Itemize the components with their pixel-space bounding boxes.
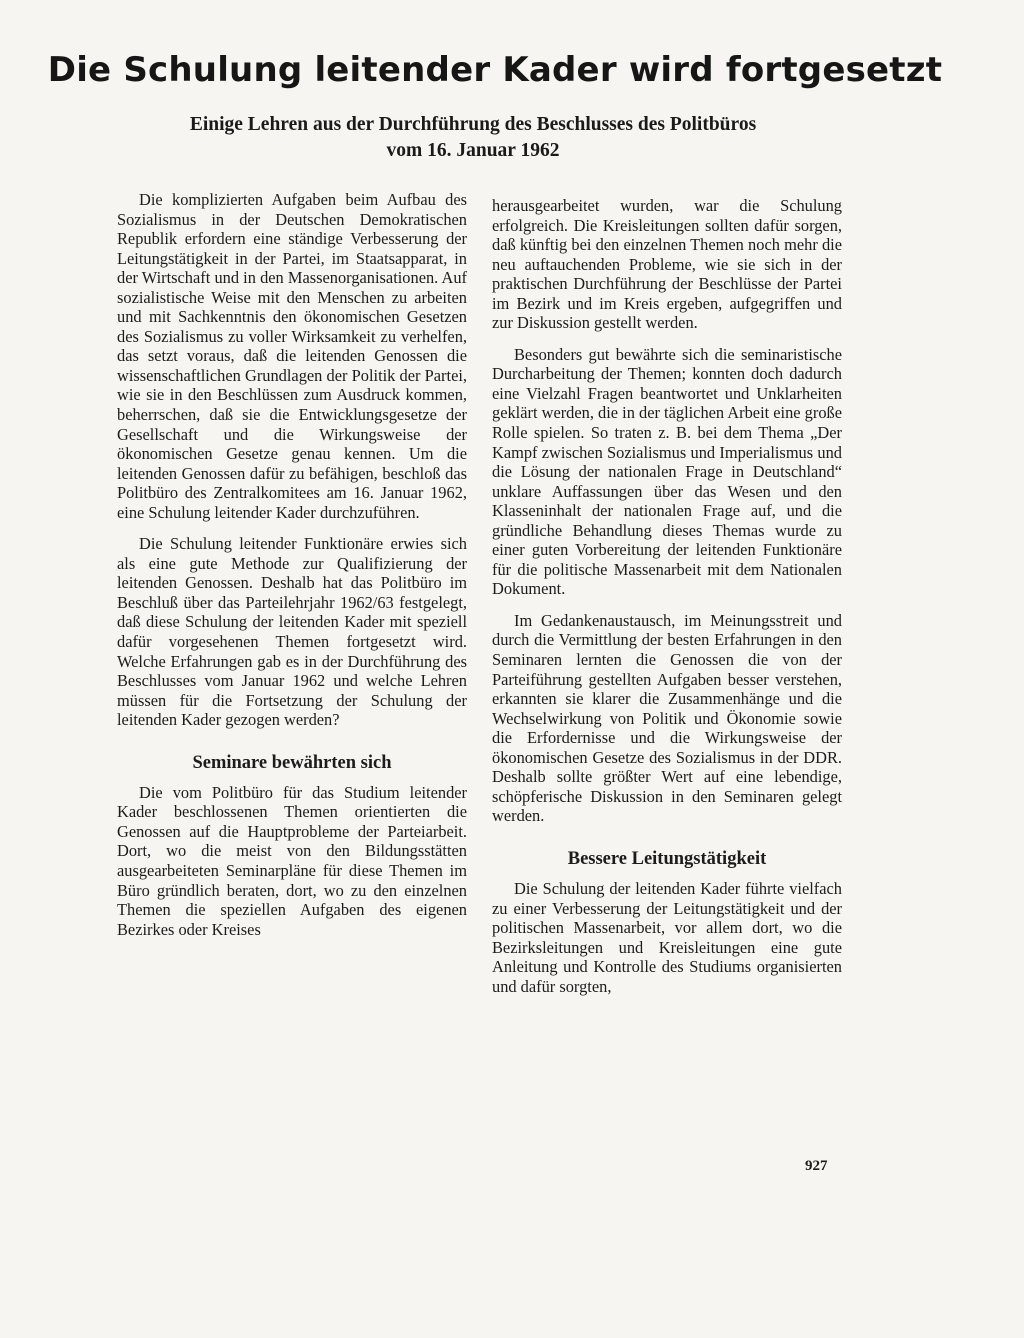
- page-title: Die Schulung leitender Kader wird fortgesetzt: [47, 50, 943, 90]
- page-number: 927: [805, 1158, 828, 1174]
- paragraph: Die Schulung leitender Funktionäre erwies sich als eine gute Methode zur Qualifizierung der leitenden Genossen. Deshalb hat das Politbüro im Beschluß über das Parteilehrjahr 1962/63 festgelegt, daß diese Schulung der leitenden Kader mit speziell dafür vorgesehenen Themen fortgesetzt wird. Welche Erfahrungen gab es in der Durchführung des Beschlusses vom Januar 1962 und welche Lehren müssen für die Fortsetzung der Schulung der leitenden Kader gezogen werden?: [117, 534, 467, 730]
- paragraph: Die vom Politbüro für das Studium leitender Kader beschlossenen Themen orientierten die Genossen auf die Hauptprobleme der Parteiarbeit. Dort, wo die meist von den Bildungsstätten ausgearbeiteten Seminarpläne für diese Themen im Büro gründlich beraten, dort, wo zu den einzelnen Themen die speziellen Aufgaben des eigenen Bezirkes oder Kreises: [117, 782, 467, 939]
- paragraph: herausgearbeitet wurden, war die Schulung erfolgreich. Die Kreisleitungen sollten dafür sorgen, daß künftig bei den einzelnen Themen noch mehr die neu auftauchenden Probleme, wie sie sich in der praktischen Durchführung der Beschlüsse der Partei im Bezirk und im Kreis ergeben, aufgegriffen und zur Diskussion gestellt werden.: [492, 196, 842, 333]
- paragraph: Besonders gut bewährte sich die seminaristische Durcharbeitung der Themen; konnten doch dadurch eine Vielzahl Fragen beantwortet und Unklarheiten geklärt werden, die in der täglichen Arbeit eine große Rolle spielen. So traten z. B. bei dem Thema „Der Kampf zwischen Sozialismus und Imperialismus und die Lösung der nationalen Frage in Deutschland“ unklare Auffassungen über das Wesen und den Klasseninhalt der nationalen Frage auf, und die gründliche Behandlung dieses Themas wurde zu einer guten Vorbereitung der leitenden Funktionäre für die politische Massenarbeit mit dem Nationalen Dokument.: [492, 344, 842, 599]
- section-heading: Seminare bewährten sich: [192, 752, 392, 773]
- left-column: [117, 190, 467, 951]
- right-column: [492, 196, 842, 1008]
- page-subtitle: [118, 112, 828, 164]
- paragraph: Die Schulung der leitenden Kader führte vielfach zu einer Verbesserung der Leitungstätigkeit und der politischen Massenarbeit, vor allem dort, wo die Bezirksleitungen und Kreisleitungen eine gute Anleitung und Kontrolle des Studiums organisierten und dafür sorgten,: [492, 878, 842, 996]
- paragraph: Im Gedankenaustausch, im Meinungsstreit und durch die Vermittlung der besten Erfahrungen in den Seminaren lernten die Genossen die von der Parteiführung gestellten Aufgaben besser verstehen, erkannten sie klarer die Zusammenhänge und die Wechselwirkung von Politik und Ökonomie sowie die Erfordernisse und die Wirkungsweise der ökonomischen Gesetze des Sozialismus in der DDR. Deshalb sollte größter Wert auf eine lebendige, schöpferische Diskussion in den Seminaren gelegt werden.: [492, 610, 842, 826]
- section-heading: Bessere Leitungstätigkeit: [567, 848, 767, 869]
- subtitle-line-1: Einige Lehren aus der Durchführung des Beschlusses des Politbüros: [189, 114, 757, 135]
- paragraph: Die komplizierten Aufgaben beim Aufbau des Sozialismus in der Deutschen Demokratischen Republik erfordern eine ständige Verbesserung der Leitungstätigkeit in der Partei, im Staatsapparat, in der Wirtschaft und in den Massenorganisationen. Auf sozialistische Weise mit den Menschen zu arbeiten und mit Sachkenntnis den ökonomischen Gesetzen des Sozialismus zu voller Wirksamkeit zu verhelfen, das setzt voraus, daß die leitenden Genossen die wissenschaftlichen Grundlagen der Politik der Partei, wie sie in den Beschlüssen zum Ausdruck kommen, beherrschen, daß sie die Entwicklungsgesetze der Gesellschaft und die Wirkungsweise der ökonomischen Gesetze genau kennen. Um die leitenden Genossen dafür zu befähigen, beschloß das Politbüro des Zentralkomitees am 16. Januar 1962, eine Schulung leitender Kader durchzuführen.: [117, 190, 467, 522]
- subtitle-line-2: vom 16. Januar 1962: [386, 140, 560, 161]
